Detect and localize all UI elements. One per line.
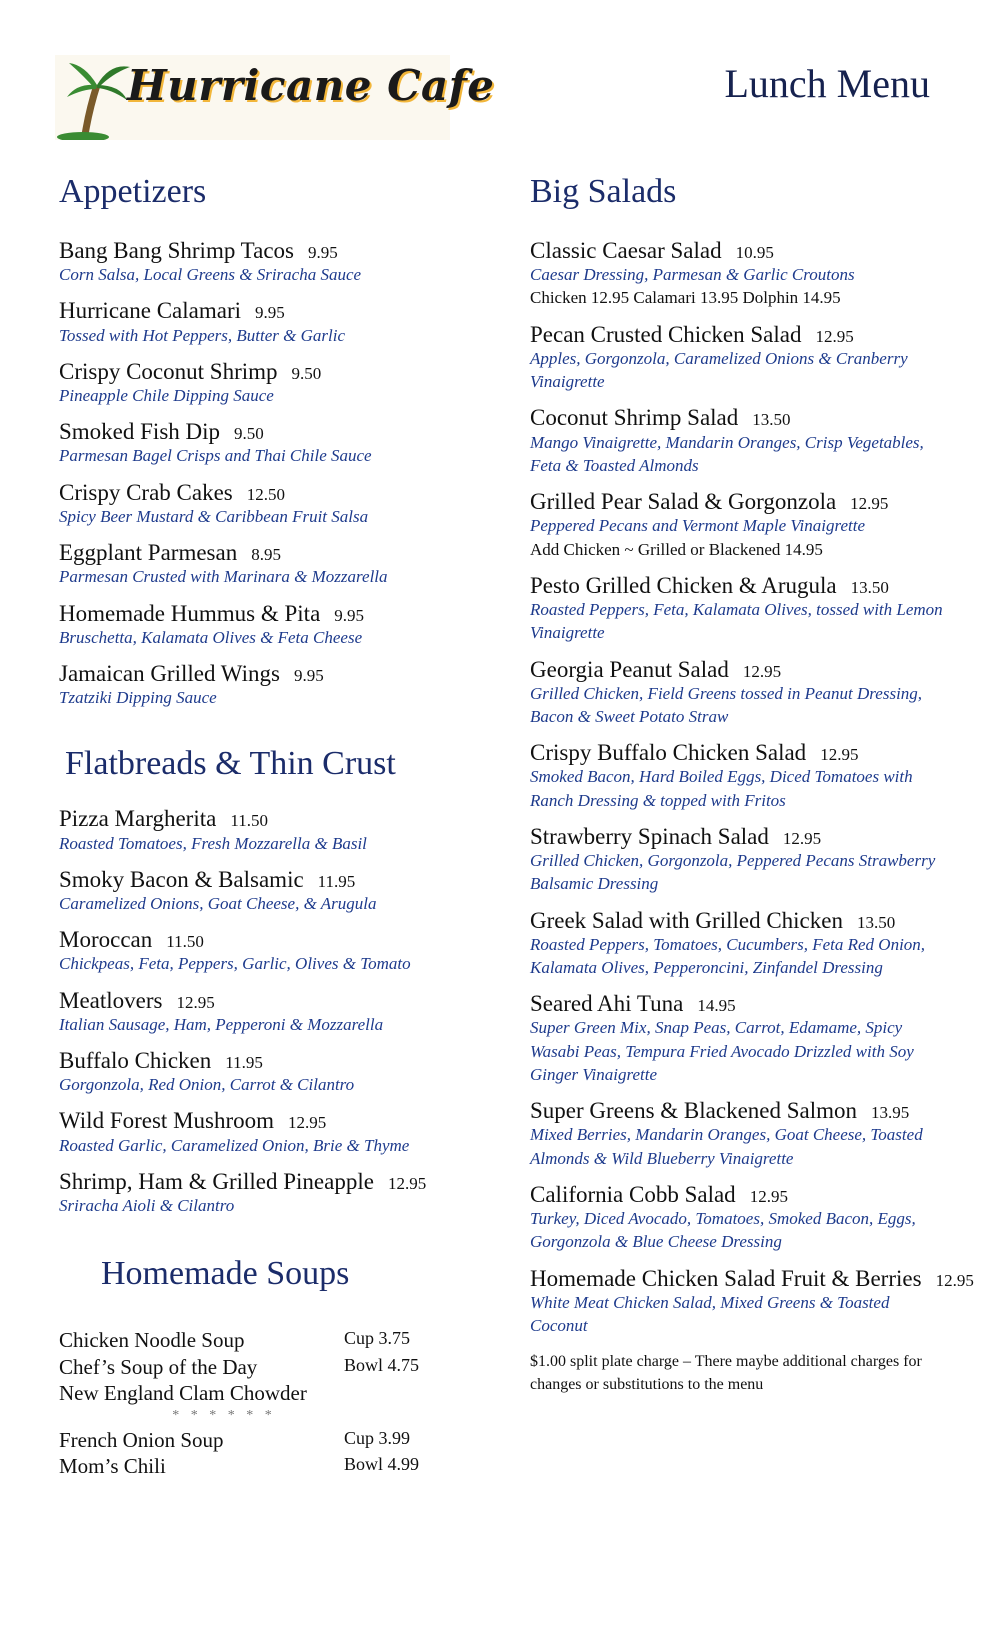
menu-item-title: [59, 360, 479, 384]
menu-item-description: Parmesan Crusted with Marinara & Mozzarella: [59, 567, 388, 587]
menu-item-title: [530, 490, 950, 514]
menu-item: [59, 662, 479, 709]
right-column: [530, 173, 974, 1396]
menu-item-price: 12.95: [850, 494, 889, 514]
menu-item-description: Grilled Chicken, Field Greens tossed in Peanut Dressing, Bacon & Sweet Potato Straw: [530, 683, 923, 726]
menu-item: [59, 928, 479, 975]
soups-list: [59, 1327, 479, 1479]
menu-item-name: Shrimp, Ham & Grilled Pineapple: [59, 1168, 374, 1194]
menu-item-name: Meatlovers: [59, 987, 163, 1013]
menu-item-price: 9.95: [293, 665, 324, 685]
menu-item-name: Pizza Margherita: [59, 806, 217, 832]
menu-item: [59, 420, 479, 467]
menu-title: Lunch Menu: [724, 61, 930, 106]
menu-item-description: Mixed Berries, Mandarin Oranges, Goat Cheese, Toasted Almonds & Wild Blueberry Vinaigrette: [530, 1125, 923, 1168]
menu-item-name: Crispy Crab Cakes: [59, 479, 233, 505]
soup-row: [59, 1380, 479, 1406]
menu-item-title: [530, 658, 950, 682]
menu-item-name: Crispy Coconut Shrimp: [59, 358, 278, 384]
menu-item-name: Jamaican Grilled Wings: [59, 660, 280, 686]
menu-item-name: Pesto Grilled Chicken & Arugula: [530, 572, 837, 598]
menu-item-price: 12.95: [782, 828, 822, 848]
menu-item-price: 13.50: [752, 410, 791, 430]
salads-list: [530, 238, 974, 1337]
menu-item-title: [59, 989, 479, 1013]
menu-item: [530, 1183, 950, 1254]
menu-item: [530, 574, 950, 645]
menu-item-description: Bruschetta, Kalamata Olives & Feta Cheese: [59, 627, 363, 647]
left-column: [59, 175, 479, 1479]
menu-item-price: 14.95: [697, 996, 736, 1016]
menu-item: [59, 1049, 479, 1096]
menu-item: [59, 481, 479, 528]
menu-item: [59, 989, 479, 1036]
menu-item-name: Hurricane Calamari: [59, 298, 241, 324]
menu-item-price: 9.50: [234, 424, 264, 444]
menu-item-description: Tossed with Hot Peppers, Butter & Garlic: [59, 325, 346, 345]
menu-item-price: 13.50: [850, 577, 889, 597]
menu-item: [530, 239, 950, 310]
menu-item-title: [59, 1109, 479, 1133]
menu-item-price: 12.95: [742, 661, 782, 681]
menu-item-name: California Cobb Salad: [530, 1182, 736, 1208]
soup-name: New England Clam Chowder: [59, 1380, 307, 1405]
menu-item-title: [530, 1099, 950, 1123]
menu-item-price: 9.50: [291, 363, 322, 383]
menu-item-price: 11.95: [225, 1053, 263, 1073]
menu-item-title: [530, 825, 950, 849]
menu-item-title: [59, 420, 479, 444]
menu-item-name: Smoked Fish Dip: [59, 419, 221, 445]
menu-item-description: Grilled Chicken, Gorgonzola, Peppered Pecans Strawberry Balsamic Dressing: [530, 851, 936, 894]
menu-item-price: 12.95: [749, 1187, 788, 1207]
menu-item-title: [530, 1183, 950, 1207]
menu-item: [59, 239, 479, 286]
menu-item-description: Peppered Pecans and Vermont Maple Vinaigrette: [530, 516, 866, 536]
menu-item: [530, 490, 950, 561]
menu-item: [530, 323, 950, 394]
menu-item: [59, 1109, 479, 1156]
menu-item-title: [59, 1170, 479, 1194]
menu-item-description: Pineapple Chile Dipping Sauce: [59, 385, 274, 405]
soup-row: [59, 1453, 479, 1479]
menu-item: [59, 1170, 479, 1217]
menu-item-price: 12.95: [288, 1113, 327, 1133]
soups-heading: Homemade Soups: [101, 1255, 350, 1293]
menu-item-price: 9.95: [307, 243, 338, 262]
menu-item-description: Italian Sausage, Ham, Pepperoni & Mozzarella: [59, 1014, 384, 1034]
menu-item-title: [530, 909, 950, 933]
menu-item-name: Homemade Hummus & Pita: [59, 600, 321, 626]
menu-item-title: [59, 541, 479, 565]
menu-item-title: [530, 574, 950, 598]
menu-item: [530, 658, 950, 729]
soup-name: Chef’s Soup of the Day: [59, 1354, 258, 1379]
palm-tree-icon: [55, 55, 135, 140]
menu-item-name: Smoky Bacon & Balsamic: [59, 866, 304, 892]
menu-item: [59, 807, 479, 854]
split-plate-footnote: $1.00 split plate charge – There maybe additional charges for changes or substitutions to the menu: [530, 1353, 922, 1393]
soup-name: Mom’s Chili: [59, 1454, 166, 1479]
menu-item-description: White Meat Chicken Salad, Mixed Greens & Toasted Coconut: [530, 1292, 890, 1336]
menu-item-name: Seared Ahi Tuna: [530, 991, 684, 1017]
menu-item-price: 13.50: [856, 912, 896, 932]
flatbreads-list: [59, 807, 479, 1217]
menu-item-description: Corn Salsa, Local Greens & Sriracha Sauce: [59, 265, 362, 285]
menu-item: [530, 1099, 950, 1170]
menu-item: [59, 602, 479, 649]
menu-item-title: [530, 992, 950, 1016]
menu-item-price: 9.95: [255, 303, 285, 323]
menu-item-title: [530, 323, 950, 347]
menu-item: [59, 360, 479, 407]
soup-size-price: Cup 3.75: [344, 1328, 411, 1349]
soup-size-price: Bowl 4.99: [344, 1454, 420, 1475]
menu-item: [530, 1265, 974, 1338]
menu-item-name: Pecan Crusted Chicken Salad: [530, 321, 802, 347]
menu-item-title: [59, 1049, 479, 1073]
menu-item-description: Mango Vinaigrette, Mandarin Oranges, Crisp Vegetables, Feta & Toasted Almonds: [530, 432, 924, 475]
menu-item-description: Chickpeas, Feta, Peppers, Garlic, Olives & Tomato: [59, 954, 411, 974]
menu-item: [530, 406, 950, 477]
menu-item-price: 10.95: [735, 243, 774, 262]
menu-item-name: Greek Salad with Grilled Chicken: [530, 907, 843, 933]
menu-item-title: [59, 868, 479, 892]
menu-item: [530, 909, 950, 980]
menu-item-title: [59, 807, 479, 831]
soup-name: Chicken Noodle Soup: [59, 1328, 245, 1353]
menu-item-name: Coconut Shrimp Salad: [530, 405, 739, 431]
menu-item-title: [530, 239, 950, 263]
soup-row: [59, 1327, 479, 1353]
soup-size-price: Cup 3.99: [344, 1427, 411, 1448]
menu-item-price: 9.95: [334, 605, 365, 625]
menu-item-name: Crispy Buffalo Chicken Salad: [530, 740, 807, 766]
menu-item-name: Bang Bang Shrimp Tacos: [59, 238, 294, 263]
menu-item: [530, 741, 950, 812]
menu-item: [530, 825, 950, 896]
menu-item-title: [59, 662, 479, 686]
menu-item-price: 12.95: [820, 745, 859, 765]
soup-row: [59, 1354, 479, 1380]
appetizers-heading: Appetizers: [59, 173, 207, 210]
menu-item-description: Sriracha Aioli & Cilantro: [59, 1196, 235, 1216]
menu-item-name: Strawberry Spinach Salad: [530, 823, 769, 849]
menu-item-price: 12.95: [935, 1270, 974, 1290]
menu-item-title: [59, 299, 479, 323]
menu-item-price: 12.95: [176, 992, 215, 1012]
menu-item-addons: Add Chicken ~ Grilled or Blackened 14.95: [530, 539, 823, 559]
menu-item-name: Moroccan: [59, 927, 153, 953]
menu-item-description: Tzatziki Dipping Sauce: [59, 688, 217, 708]
menu-item-description: Apples, Gorgonzola, Caramelized Onions & Cranberry Vinaigrette: [530, 348, 908, 392]
menu-item-description: Caesar Dressing, Parmesan & Garlic Croutons: [530, 265, 855, 285]
menu-item-description: Caramelized Onions, Goat Cheese, & Arugula: [59, 893, 377, 913]
menu-item-description: Gorgonzola, Red Onion, Carrot & Cilantro: [59, 1075, 355, 1095]
menu-item-description: Roasted Peppers, Tomatoes, Cucumbers, Feta Red Onion, Kalamata Olives, Pepperoncini, Zinfandel Dressing: [530, 934, 926, 978]
menu-item-price: 13.95: [871, 1103, 910, 1123]
soup-name: French Onion Soup: [59, 1427, 224, 1452]
menu-item-price: 12.95: [815, 326, 854, 346]
menu-item-name: Georgia Peanut Salad: [530, 656, 729, 682]
soup-row: [59, 1427, 479, 1453]
menu-item-price: 11.50: [230, 811, 268, 831]
menu-item-description: Roasted Garlic, Caramelized Onion, Brie & Thyme: [59, 1135, 410, 1155]
menu-item-price: 8.95: [251, 545, 281, 565]
menu-item-title: [530, 406, 950, 430]
menu-item-title: [59, 239, 479, 263]
menu-item-title: [59, 481, 479, 505]
menu-item-description: Parmesan Bagel Crisps and Thai Chile Sauce: [59, 446, 372, 466]
menu-item-name: Classic Caesar Salad: [530, 238, 722, 263]
menu-item-description: Roasted Peppers, Feta, Kalamata Olives, tossed with Lemon Vinaigrette: [530, 599, 943, 643]
menu-item-price: 12.50: [246, 484, 286, 504]
logo-wordmark: Hurricane Cafe: [127, 61, 495, 110]
menu-item-name: Grilled Pear Salad & Gorgonzola: [530, 489, 837, 515]
menu-item-name: Super Greens & Blackened Salmon: [530, 1098, 858, 1124]
appetizers-list: [59, 239, 479, 709]
soup-separator: * * * * * *: [172, 1408, 276, 1424]
menu-item: [530, 992, 950, 1086]
flatbreads-heading: Flatbreads & Thin Crust: [65, 745, 396, 783]
menu-item-title: [530, 1265, 974, 1291]
menu-item-description: Turkey, Diced Avocado, Tomatoes, Smoked Bacon, Eggs, Gorgonzola & Blue Cheese Dressing: [530, 1209, 916, 1252]
logo: [55, 55, 495, 140]
menu-item-name: Buffalo Chicken: [59, 1048, 212, 1074]
menu-item-price: 11.95: [317, 871, 356, 891]
menu-item-description: Smoked Bacon, Hard Boiled Eggs, Diced Tomatoes with Ranch Dressing & topped with Fritos: [530, 767, 913, 810]
menu-item: [59, 868, 479, 915]
menu-item-description: Super Green Mix, Snap Peas, Carrot, Edamame, Spicy Wasabi Peas, Tempura Fried Avocado Drizzled with Soy Ginger Vinaigrette: [530, 1018, 914, 1085]
menu-item-price: 11.50: [166, 932, 204, 952]
menu-item-description: Spicy Beer Mustard & Caribbean Fruit Salsa: [59, 506, 369, 526]
menu-item: [59, 299, 479, 346]
menu-item-description: Roasted Tomatoes, Fresh Mozzarella & Basil: [59, 833, 367, 853]
menu-item-name: Homemade Chicken Salad Fruit & Berries: [530, 1265, 922, 1291]
menu-item-price: 12.95: [387, 1173, 427, 1193]
soup-size-price: Bowl 4.75: [344, 1354, 420, 1375]
menu-item-title: [59, 602, 479, 626]
menu-item-addons: Chicken 12.95 Calamari 13.95 Dolphin 14.95: [530, 288, 841, 308]
menu-item-name: Wild Forest Mushroom: [59, 1108, 275, 1134]
soup-size-price: [344, 1380, 439, 1406]
menu-item-title: [530, 741, 950, 765]
menu-item: [59, 541, 479, 588]
menu-item-name: Eggplant Parmesan: [59, 540, 238, 566]
menu-item-title: [59, 928, 479, 952]
salads-heading: Big Salads: [530, 173, 677, 210]
